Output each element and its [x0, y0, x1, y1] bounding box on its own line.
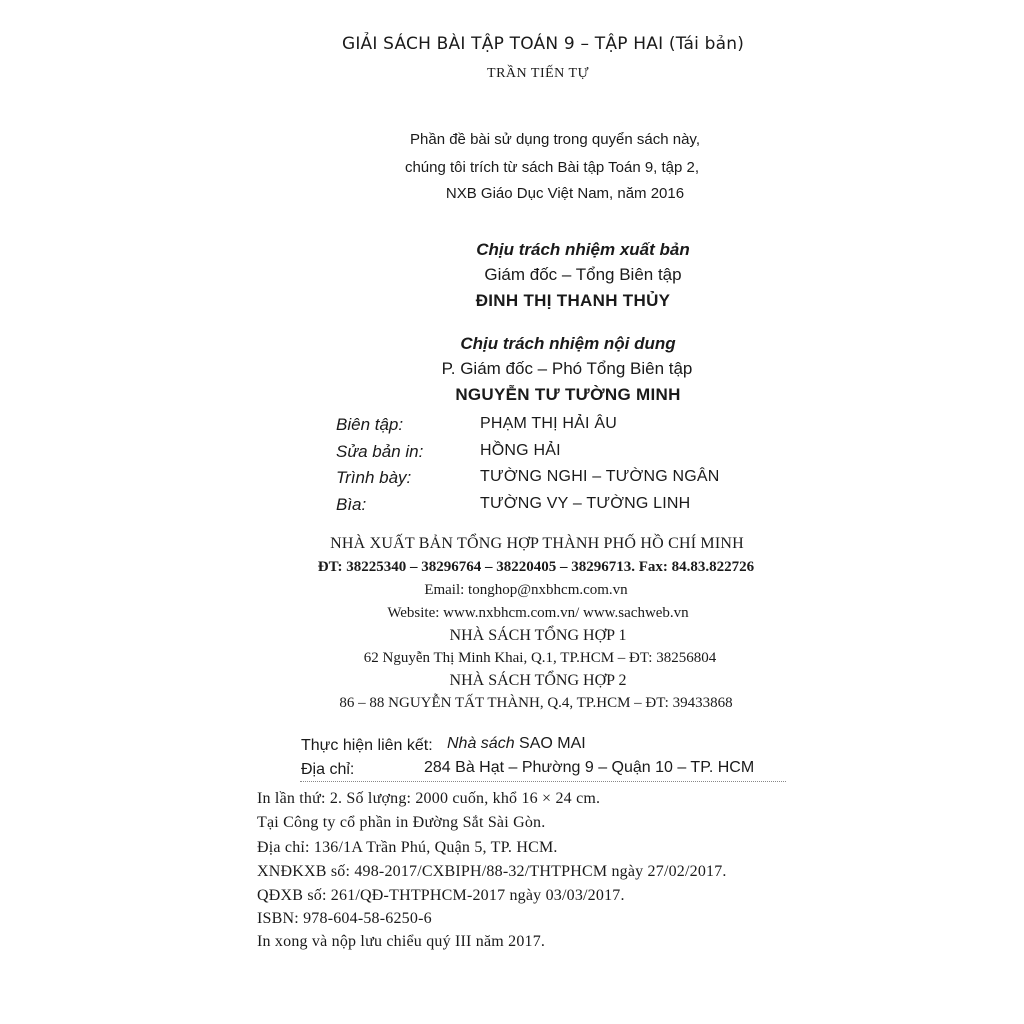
publishing-responsibility-heading: Chịu trách nhiệm xuất bản	[476, 240, 690, 259]
book-title: GIẢI SÁCH BÀI TẬP TOÁN 9 – TẬP HAI (Tái bản)	[341, 34, 745, 54]
author-name: TRẦN TIẾN TỰ	[487, 66, 589, 81]
print-info-line: Địa chỉ: 136/1A Trần Phú, Quận 5, TP. HCM.	[257, 839, 558, 856]
publisher-name: NHÀ XUẤT BẢN TỔNG HỢP THÀNH PHỐ HỒ CHÍ MINH	[330, 535, 744, 552]
content-responsibility-name: NGUYỄN TƯ TƯỜNG MINH	[455, 385, 681, 404]
credit-label-proofreader: Sửa bản in:	[336, 442, 424, 461]
credit-value-cover: TƯỜNG VY – TƯỜNG LINH	[480, 495, 691, 512]
print-info-line: Tại Công ty cổ phần in Đường Sắt Sài Gòn.	[257, 814, 546, 831]
print-info-line: QĐXB số: 261/QĐ-THTPHCM-2017 ngày 03/03/2017.	[257, 887, 625, 904]
publisher-phone: ĐT: 38225340 – 38296764 – 38220405 – 38296713. Fax: 84.83.822726	[317, 559, 755, 575]
print-info-line: XNĐKXB số: 498-2017/CXBIPH/88-32/THTPHCM ngày 27/02/2017.	[257, 863, 727, 880]
bookshop-1-name: NHÀ SÁCH TỔNG HỢP 1	[449, 627, 627, 644]
credit-value-editor: PHẠM THỊ HẢI ÂU	[480, 415, 617, 432]
partner-value	[447, 736, 586, 752]
source-note-line: chúng tôi trích từ sách Bài tập Toán 9, tập 2,	[404, 159, 700, 176]
partner-label: Thực hiện liên kết:	[301, 737, 433, 754]
dotted-separator	[300, 781, 786, 782]
credit-label-cover: Bìa:	[336, 495, 367, 514]
publisher-email: Email: tonghop@nxbhcm.com.vn	[424, 582, 628, 598]
partner-address-value: 284 Bà Hạt – Phường 9 – Quận 10 – TP. HCM	[424, 759, 755, 776]
partner-address-label: Địa chỉ:	[301, 761, 355, 778]
partner-value-name: SAO MAI	[519, 735, 586, 752]
credit-label-layout: Trình bày:	[336, 468, 412, 487]
publisher-website: Website: www.nxbhcm.com.vn/ www.sachweb.vn	[387, 605, 689, 621]
bookshop-1-address: 62 Nguyễn Thị Minh Khai, Q.1, TP.HCM – ĐT: 38256804	[363, 650, 717, 666]
print-info-line: In lần thứ: 2. Số lượng: 2000 cuốn, khổ 16 × 24 cm.	[257, 790, 601, 807]
print-info-line: ISBN: 978-604-58-6250-6	[257, 910, 432, 927]
source-note-line: NXB Giáo Dục Việt Nam, năm 2016	[445, 185, 685, 202]
publishing-responsibility-position: Giám đốc – Tổng Biên tập	[484, 265, 682, 284]
bookshop-2-address: 86 – 88 NGUYỄN TẤT THÀNH, Q.4, TP.HCM – ĐT: 39433868	[339, 695, 733, 711]
bookshop-2-name: NHÀ SÁCH TỔNG HỢP 2	[449, 672, 627, 689]
content-responsibility-heading: Chịu trách nhiệm nội dung	[460, 334, 676, 353]
print-info-line: In xong và nộp lưu chiểu quý III năm 2017.	[257, 933, 546, 950]
credit-value-proofreader: HỒNG HẢI	[480, 442, 561, 459]
credit-label-editor: Biên tập:	[336, 415, 404, 434]
content-responsibility-position: P. Giám đốc – Phó Tổng Biên tập	[441, 359, 693, 378]
credit-value-layout: TƯỜNG NGHI – TƯỜNG NGÂN	[480, 468, 720, 485]
partner-value-prefix: Nhà sách	[447, 735, 515, 752]
publishing-responsibility-name: ĐINH THỊ THANH THỦY	[475, 291, 671, 310]
source-note-line: Phần đề bài sử dụng trong quyển sách này,	[410, 131, 700, 148]
